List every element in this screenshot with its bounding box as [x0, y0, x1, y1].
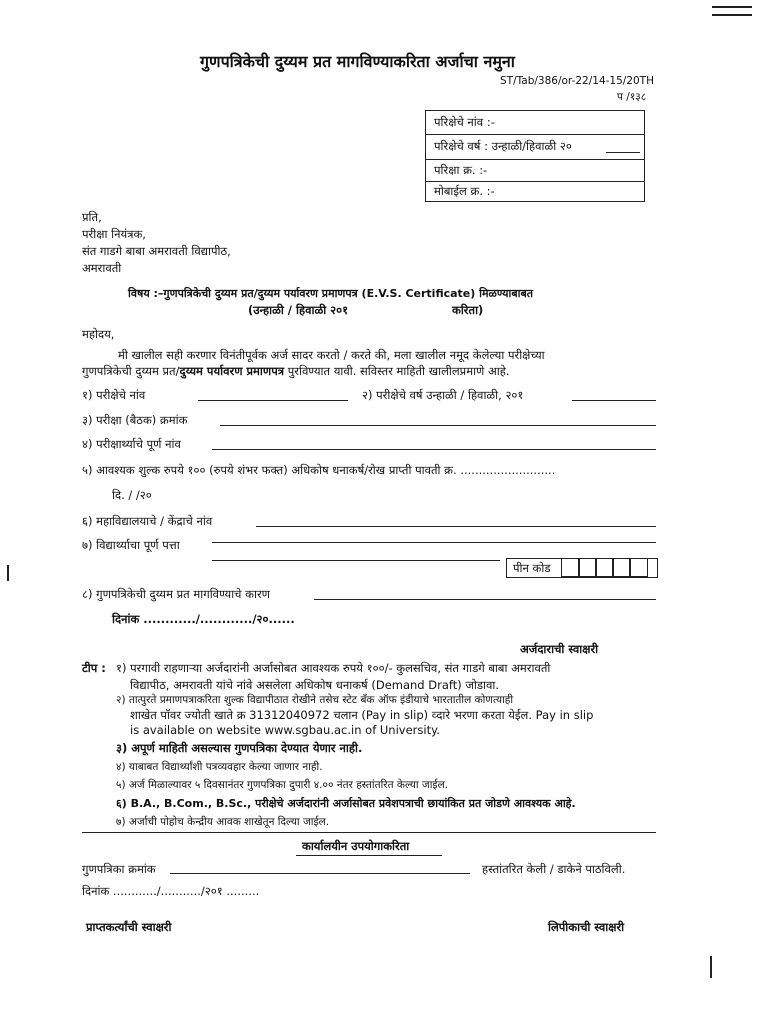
address-line-3: संत गाडगे बाबा अमरावती विद्यापीठ,	[82, 244, 231, 258]
section-divider	[82, 832, 656, 833]
body-line-2-b: दुय्यम पर्यावरण प्रमाणपत्र	[179, 364, 285, 378]
clerk-signature-label: लिपीकाची स्वाक्षरी	[548, 920, 625, 934]
exam-year-label: परिक्षेचे वर्ष : उन्हाळी/हिवाळी २०	[434, 139, 572, 153]
office-use-heading-underline	[296, 855, 442, 856]
exam-info-box	[425, 110, 645, 202]
scan-mark	[7, 565, 9, 581]
office-date: दिनांक ............/.........../२०१ .........	[82, 884, 260, 898]
note-7: ७) अर्जाची पोहोच केन्द्रीय आवक शाखेतून दिल्या जाईल.	[116, 816, 330, 828]
scan-mark	[712, 6, 752, 8]
note-6: ६) B.A., B.Com., B.Sc., परीक्षेचे अर्जदारांनी अर्जासोबत प्रवेशपत्राची छायांकित प्रत जोडणे आवश्यक आहे.	[116, 797, 576, 810]
receiver-signature-label: प्राप्तकर्त्यांची स्वाक्षरी	[86, 920, 172, 934]
field-exam-name-line[interactable]	[198, 400, 348, 401]
field-college-label: ६) महाविद्यालयाचे / केंद्राचे नांव	[82, 514, 213, 528]
address-line-1: प्रति,	[82, 210, 102, 224]
body-line-2	[82, 364, 510, 379]
page-number: प /१३८	[617, 91, 647, 103]
field-fee-label: ५) आवश्यक शुल्क रुपये १०० (रुपये शंभर फक्त) अधिकोष धनाकर्ष/रोख प्राप्ती पावती क्र. ..........................	[82, 463, 556, 477]
field-reason-line[interactable]	[314, 599, 656, 600]
field-college-line[interactable]	[256, 526, 656, 527]
body-line-1: मी खालील सही करणार विनंतीपूर्वक अर्ज सादर करतो / करते की, मला खालील नमूद केलेल्या परीक्षेच्या	[118, 348, 545, 362]
field-exam-name-label: १) परीक्षेचे नांव	[82, 388, 146, 402]
scan-mark	[710, 956, 712, 978]
body-line-2-c: पुरविण्यात यावी. सविस्तर माहिती खालीलप्रमाणे आहे.	[287, 364, 510, 378]
field-address-label: ७) विद्यार्थ्याचा पूर्ण पत्ता	[82, 538, 180, 552]
note-5: ५) अर्ज मिळाल्यावर ५ दिवसानंतर गुणपत्रिका दुपारी ४.०० नंतर हस्तांतरित केल्या जाईल.	[116, 779, 449, 791]
field-full-name-line[interactable]	[212, 449, 656, 450]
note-3: ३) अपूर्ण माहिती असल्यास गुणपत्रिका देण्यात येणार नाही.	[116, 741, 363, 755]
scan-mark	[712, 14, 752, 16]
field-reason-label: ८) गुणपत्रिकेची दुय्यम प्रत मागविण्याचे कारण	[82, 587, 270, 601]
exam-number-label: परिक्षा क्र. :-	[434, 163, 488, 177]
field-seat-number-label: ३) परीक्षा (बैठक) क्रमांक	[82, 413, 188, 427]
note-1b: विद्यापीठ, अमरावती यांचे नांवे असलेला अधिकोष धनाकर्ष (Demand Draft) जोडावा.	[130, 678, 500, 692]
address-line-2: परीक्षा नियंत्रक,	[82, 227, 146, 241]
note-4: ४) याबाबत विद्यार्थ्यांशी पत्रव्यवहार केल्या जाणार नाही.	[116, 761, 323, 773]
address-line-4: अमरावती	[82, 261, 122, 275]
marksheet-number-line[interactable]	[170, 873, 470, 874]
marksheet-number-label: गुणपत्रिका क्रमांक	[82, 862, 156, 876]
field-exam-year-line[interactable]	[572, 400, 656, 401]
notes-label: टीप :	[82, 661, 106, 675]
field-reason-date: दिनांक ............/............/२०......	[112, 612, 295, 626]
mobile-number-label: मोबाईल क्र. :-	[434, 184, 495, 198]
field-seat-number-line[interactable]	[220, 425, 656, 426]
office-use-heading: कार्यालयीन उपयोगाकरिता	[302, 839, 410, 853]
field-fee-date: दि. / /२०	[112, 488, 152, 502]
field-address-line-1[interactable]	[212, 542, 656, 543]
exam-name-label: परिक्षेचे नांव :-	[434, 115, 495, 129]
pin-digit-5[interactable]	[629, 558, 648, 577]
field-exam-year-label: २) परीक्षेचे वर्ष उन्हाळी / हिवाळी, २०१	[362, 388, 524, 402]
note-2a: २) तात्पुरते प्रमाणपत्राकरिता शुल्क विद्यापीठात रोखीने तसेच स्टेट बँक ऑफ इंडीयाचे भारतातील कोणत्याही	[116, 694, 514, 706]
applicant-signature-label: अर्जदाराची स्वाक्षरी	[520, 642, 599, 656]
body-line-2-a: गुणपत्रिकेची दुय्यम प्रत/	[82, 364, 180, 378]
subject-line-1: विषय :–गुणपत्रिकेची दुय्यम प्रत/दुय्यम पर्यावरण प्रमाणपत्र (E.V.S. Certificate) मिळण्याबाबत	[128, 287, 534, 300]
form-title: गुणपत्रिकेची दुय्यम प्रत मागविण्याकरिता अर्जाचा नमुना	[200, 52, 515, 71]
subject-line-2-end: करिता)	[452, 303, 484, 317]
note-2c: is available on website www.sgbau.ac.in of University.	[130, 723, 440, 737]
salutation: महोदय,	[82, 327, 115, 341]
note-2b: शाखेत पॉवर ज्योती खाते क्र 31312040972 चलान (Pay in slip) व्दारे भरणा करता येईल. Pay in slip	[130, 708, 594, 722]
handed-over-label: हस्तांतरित केली / डाकेने पाठविली.	[482, 862, 626, 876]
subject-line-2: (उन्हाळी / हिवाळी २०१	[248, 303, 349, 317]
reference-number: ST/Tab/386/or-22/14-15/20TH	[500, 75, 654, 87]
field-address-line-2[interactable]	[212, 560, 500, 561]
field-full-name-label: ४) परीक्षार्थ्याचे पूर्ण नांव	[82, 437, 181, 451]
pin-code-label: पीन कोड	[513, 561, 551, 575]
note-1a: १) परगावी राहणाऱ्या अर्जदारांनी अर्जासोबत आवश्यक रुपये १००/- कुलसचिव, संत गाडगे बाबा अमरावती	[116, 661, 551, 675]
